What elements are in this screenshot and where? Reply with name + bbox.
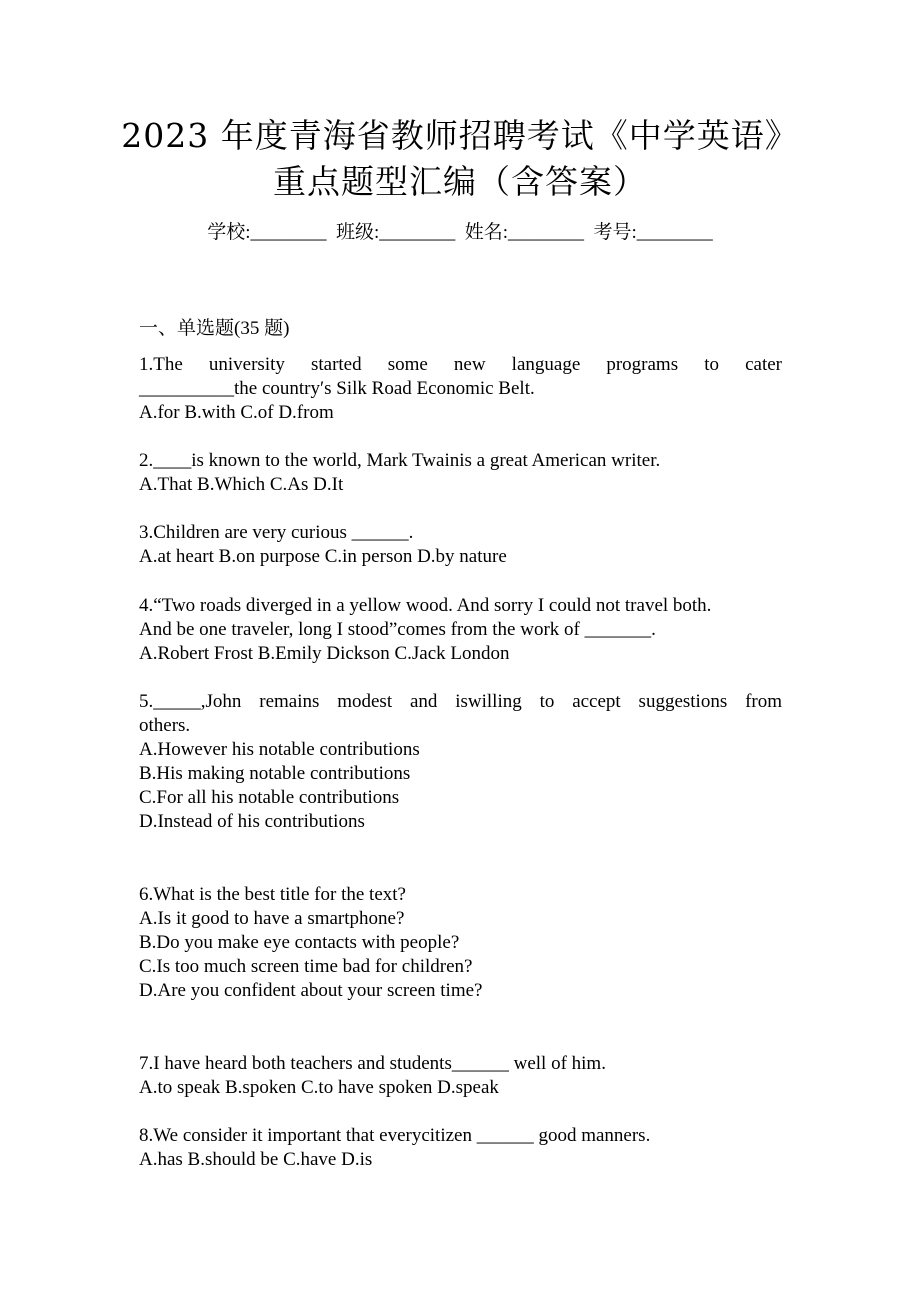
option-a: A.Is it good to have a smartphone? [139,908,405,929]
question-stem: 8.We consider it important that everycitizen ______ good manners. [139,1125,651,1146]
option-c: C.Is too much screen time bad for children? [139,956,473,977]
document-title-line-1: 2023 年度青海省教师招聘考试《中学英语》 [121,116,799,155]
question-stem-line: And be one traveler, long I stood”comes from the work of _______. [139,619,656,640]
question-5 [139,690,782,834]
question-options: A.has B.should be C.have D.is [139,1149,373,1170]
question-8 [139,1124,782,1172]
document-title-line-2: 重点题型汇编（含答案） [273,162,647,201]
question-options: A.for B.with C.of D.from [139,402,334,423]
question-stem: 3.Children are very curious ______. [139,522,414,543]
question-stem: 6.What is the best title for the text? [139,884,406,905]
student-info-fields: 学校:________ 班级:________ 姓名:________ 考号:________ [207,222,713,243]
question-stem: 7.I have heard both teachers and students______ well of him. [139,1053,606,1074]
question-2 [139,449,782,497]
option-b: B.His making notable contributions [139,763,411,784]
option-c: C.For all his notable contributions [139,787,400,808]
question-3 [139,521,782,569]
question-6 [139,883,782,1003]
question-options: A.That B.Which C.As D.It [139,474,344,495]
question-7 [139,1052,782,1100]
option-d: D.Instead of his contributions [139,811,365,832]
question-stem-line: others. [139,715,191,736]
question-4 [139,594,782,666]
question-1 [139,353,782,425]
question-stem-line: 5._____,John remains modest and iswilling to accept suggestions from [139,691,782,712]
question-options: A.Robert Frost B.Emily Dickson C.Jack London [139,643,510,664]
question-options: A.at heart B.on purpose C.in person D.by nature [139,546,507,567]
question-stem: 2.____is known to the world, Mark Twainis a great American writer. [139,450,661,471]
question-stem-line: 1.The university started some new language programs to cater [139,354,782,375]
question-options: A.to speak B.spoken C.to have spoken D.speak [139,1077,499,1098]
option-d: D.Are you confident about your screen time? [139,980,483,1001]
question-stem-line: __________the country′s Silk Road Economic Belt. [139,378,535,399]
section-heading: 一、单选题(35 题) [139,318,290,339]
question-stem-line: 4.“Two roads diverged in a yellow wood. And sorry I could not travel both. [139,595,712,616]
option-a: A.However his notable contributions [139,739,420,760]
option-b: B.Do you make eye contacts with people? [139,932,460,953]
